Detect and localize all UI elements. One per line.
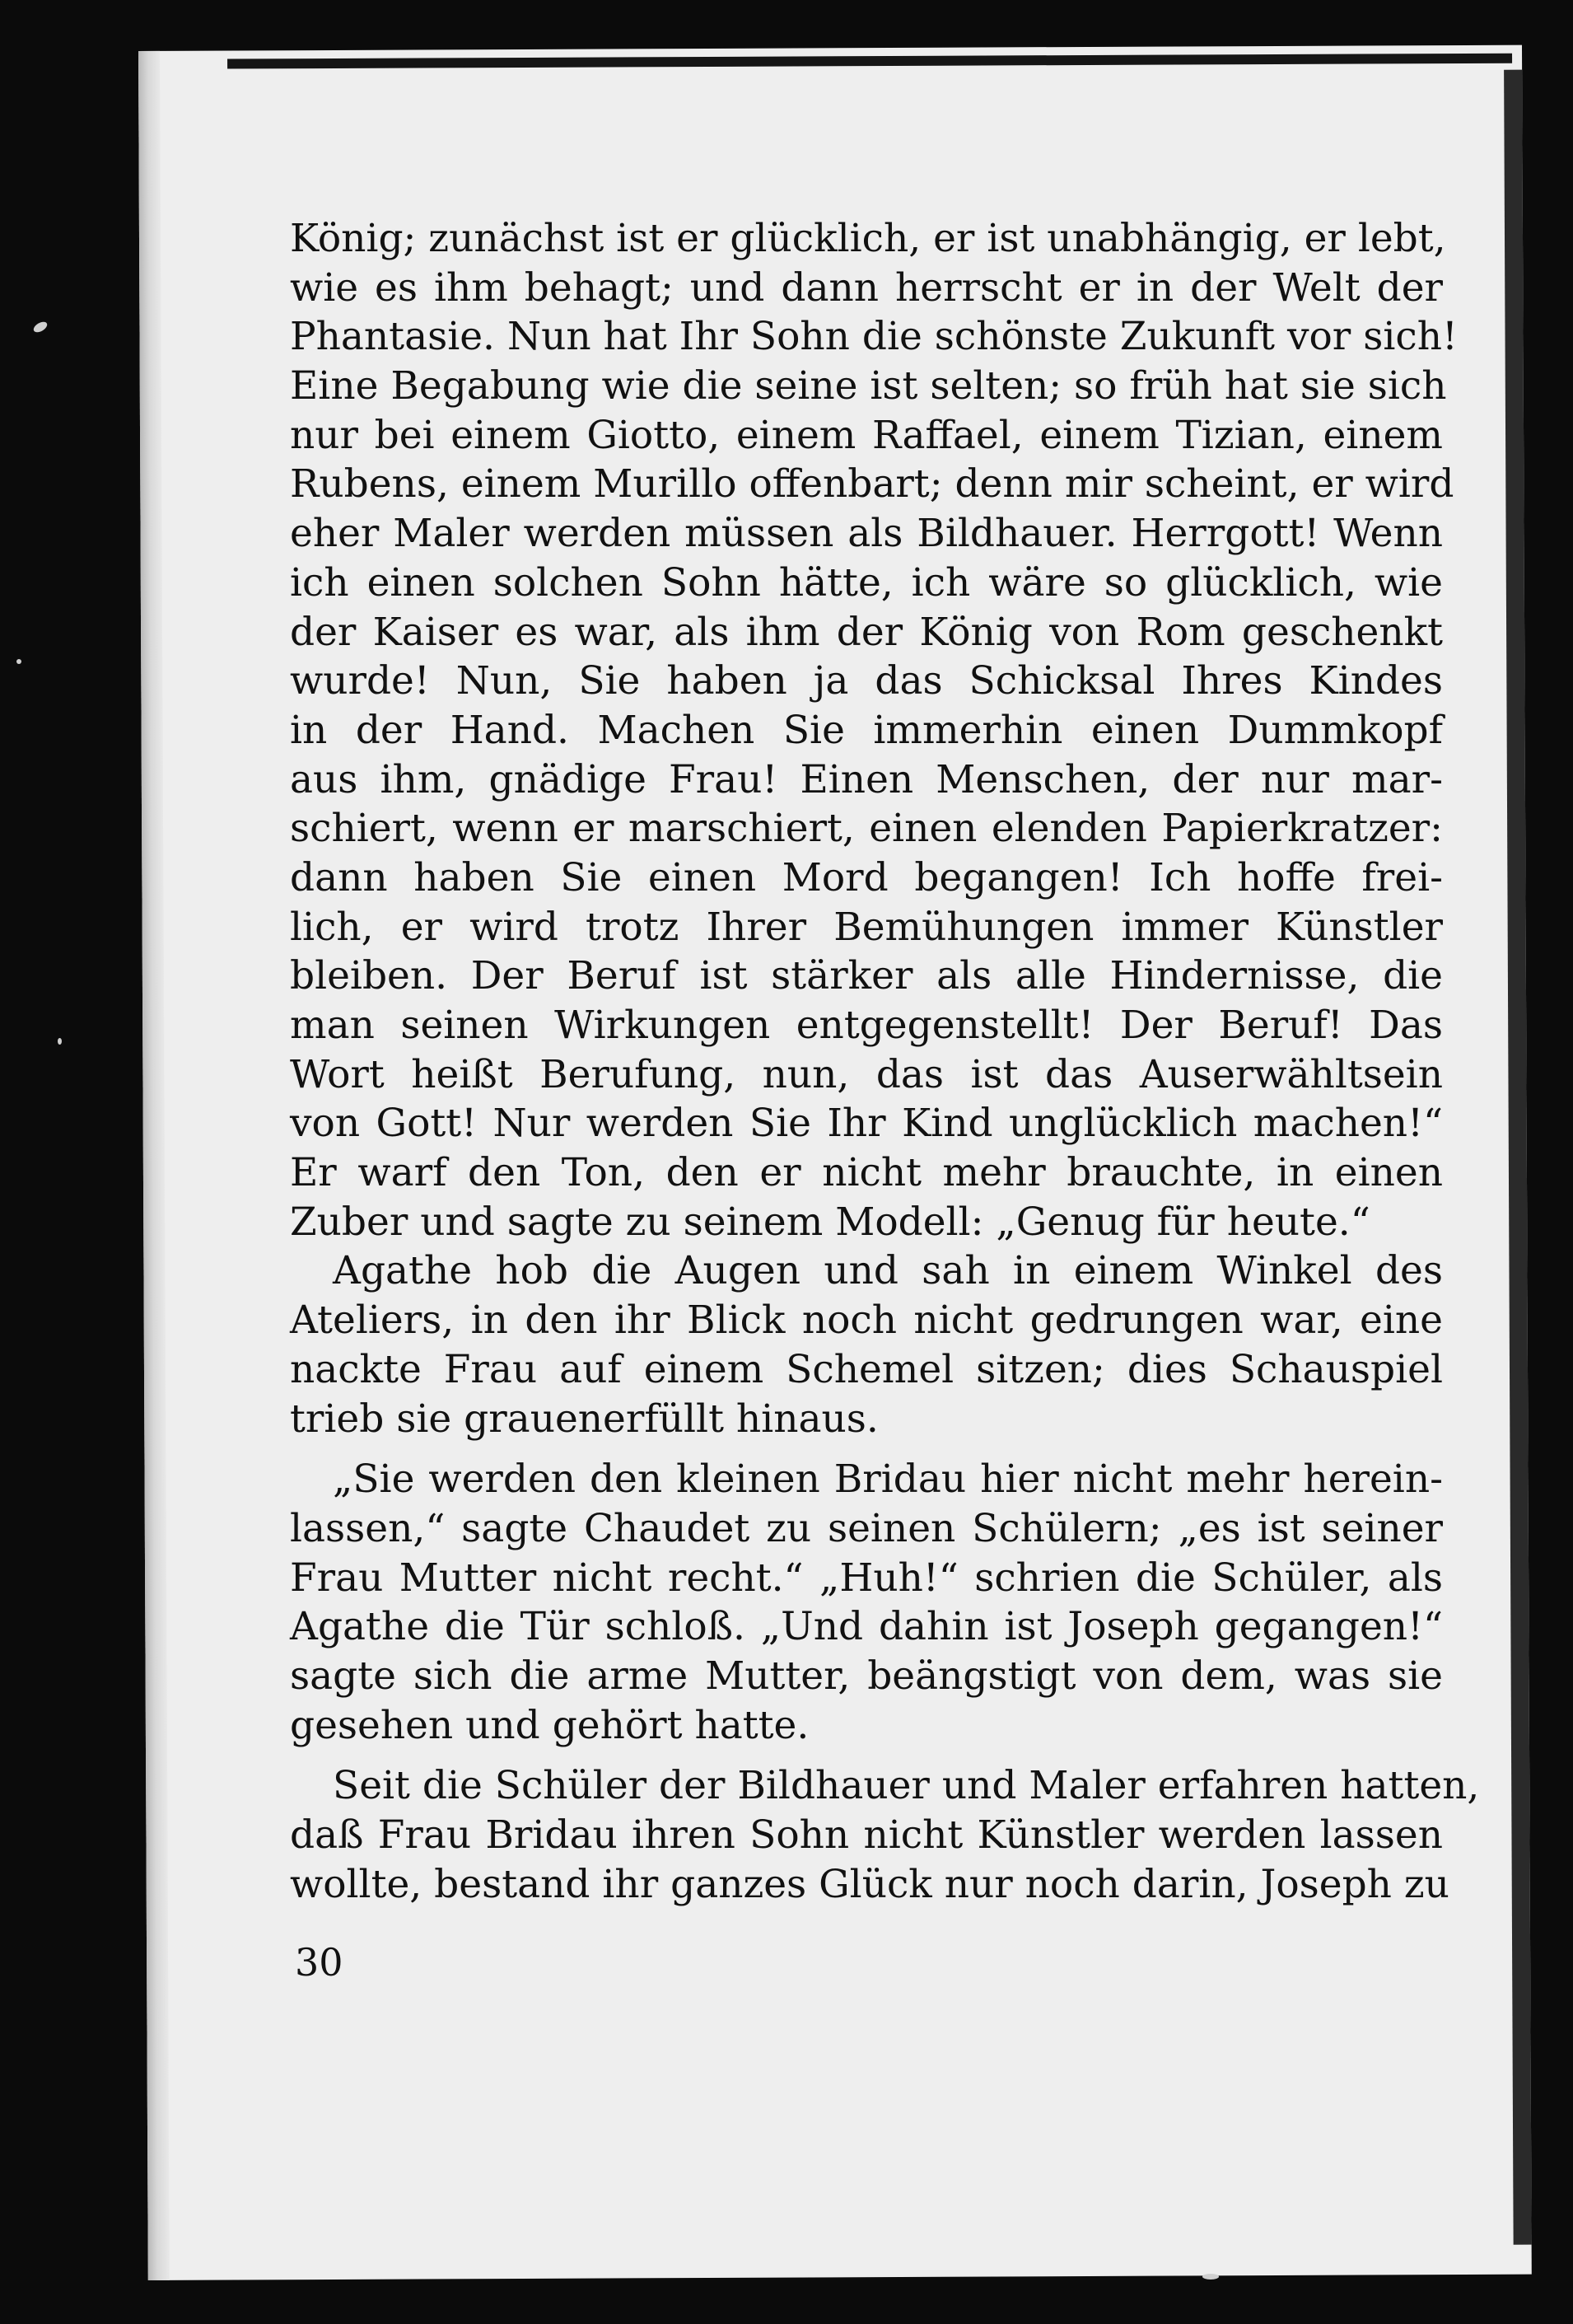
text-line: nur bei einem Giotto, einem Raffael, einem Tizian, einem [290, 412, 1443, 458]
text-line: bleiben. Der Beruf ist stärker als alle Hindernisse, die [290, 953, 1443, 999]
text-line: wurde! Nun, Sie haben ja das Schicksal Ihres Kindes [290, 658, 1443, 704]
text-line: lassen,“ sagte Chaudet zu seinen Schülern; „es ist seiner [290, 1505, 1443, 1551]
text-line: Er warf den Ton, den er nicht mehr brauchte, in einen [290, 1150, 1443, 1196]
text-line: Agathe hob die Augen und sah in einem Winkel des [333, 1248, 1443, 1294]
scan-speck [16, 659, 21, 664]
text-line: in der Hand. Machen Sie immerhin einen Dummkopf [290, 707, 1443, 753]
text-line: Eine Begabung wie die seine ist selten; so früh hat sie sich [290, 363, 1447, 409]
text-line: der Kaiser es war, als ihm der König von Rom geschenkt [290, 609, 1443, 655]
text-line: lich, er wird trotz Ihrer Bemühungen immer Künstler [290, 904, 1443, 950]
text-line: wollte, bestand ihr ganzes Glück nur noch darin, Joseph zu [290, 1861, 1449, 1907]
text-line: Frau Mutter nicht recht.“ „Huh!“ schrien die Schüler, als [290, 1555, 1443, 1601]
text-line: von Gott! Nur werden Sie Ihr Kind unglücklich machen!“ [290, 1101, 1443, 1147]
text-line: gesehen und gehört hatte. [290, 1702, 810, 1748]
text-line: Agathe die Tür schloß. „Und dahin ist Joseph gegangen!“ [290, 1604, 1443, 1650]
text-line: dann haben Sie einen Mord begangen! Ich hoffe frei- [290, 854, 1443, 900]
text-line: Seit die Schüler der Bildhauer und Maler erfahren hatten, [333, 1763, 1480, 1809]
text-line: sagte sich die arme Mutter, beängstigt von dem, was sie [290, 1653, 1443, 1699]
text-line: schiert, wenn er marschiert, einen elenden Papierkratzer: [290, 806, 1443, 852]
page-top-shadow-line [227, 54, 1512, 69]
page-right-shadow [1504, 70, 1532, 2245]
body-text [290, 214, 1480, 1909]
text-line: daß Frau Bridau ihren Sohn nicht Künstler werden lassen [290, 1812, 1443, 1858]
scan-speck [58, 1038, 62, 1045]
text-line: Zuber und sagte zu seinem Modell: „Genug für heute.“ [290, 1199, 1370, 1245]
text-line: eher Maler werden müssen als Bildhauer. Herrgott! Wenn [290, 511, 1443, 557]
text-line: ich einen solchen Sohn hätte, ich wäre so glücklich, wie [290, 559, 1443, 606]
page-number: 30 [295, 1940, 343, 1985]
text-line: aus ihm, gnädige Frau! Einen Menschen, der nur mar- [290, 756, 1443, 802]
text-line: nackte Frau auf einem Schemel sitzen; dies Schauspiel [290, 1346, 1443, 1392]
text-line: „Sie werden den kleinen Bridau hier nicht mehr herein- [333, 1457, 1443, 1503]
text-line: König; zunächst ist er glücklich, er ist unabhängig, er lebt, [290, 216, 1446, 261]
page-binding-edge [138, 51, 170, 2280]
text-line: Rubens, einem Murillo offenbart; denn mir scheint, er wird [290, 461, 1454, 507]
text-line: man seinen Wirkungen entgegenstellt! Der Beruf! Das [290, 1003, 1443, 1048]
scan-speck [32, 320, 49, 334]
scan-speck [1202, 2274, 1219, 2280]
text-line: trieb sie grauenerfüllt hinaus. [290, 1396, 879, 1442]
text-line: Wort heißt Berufung, nun, das ist das Auserwähltsein [290, 1051, 1443, 1097]
text-line: Ateliers, in den ihr Blick noch nicht gedrungen war, eine [290, 1298, 1443, 1344]
text-line: wie es ihm behagt; und dann herrscht er in der Welt der [290, 264, 1443, 311]
text-line: Phantasie. Nun hat Ihr Sohn die schönste Zukunft vor sich! [290, 314, 1458, 360]
